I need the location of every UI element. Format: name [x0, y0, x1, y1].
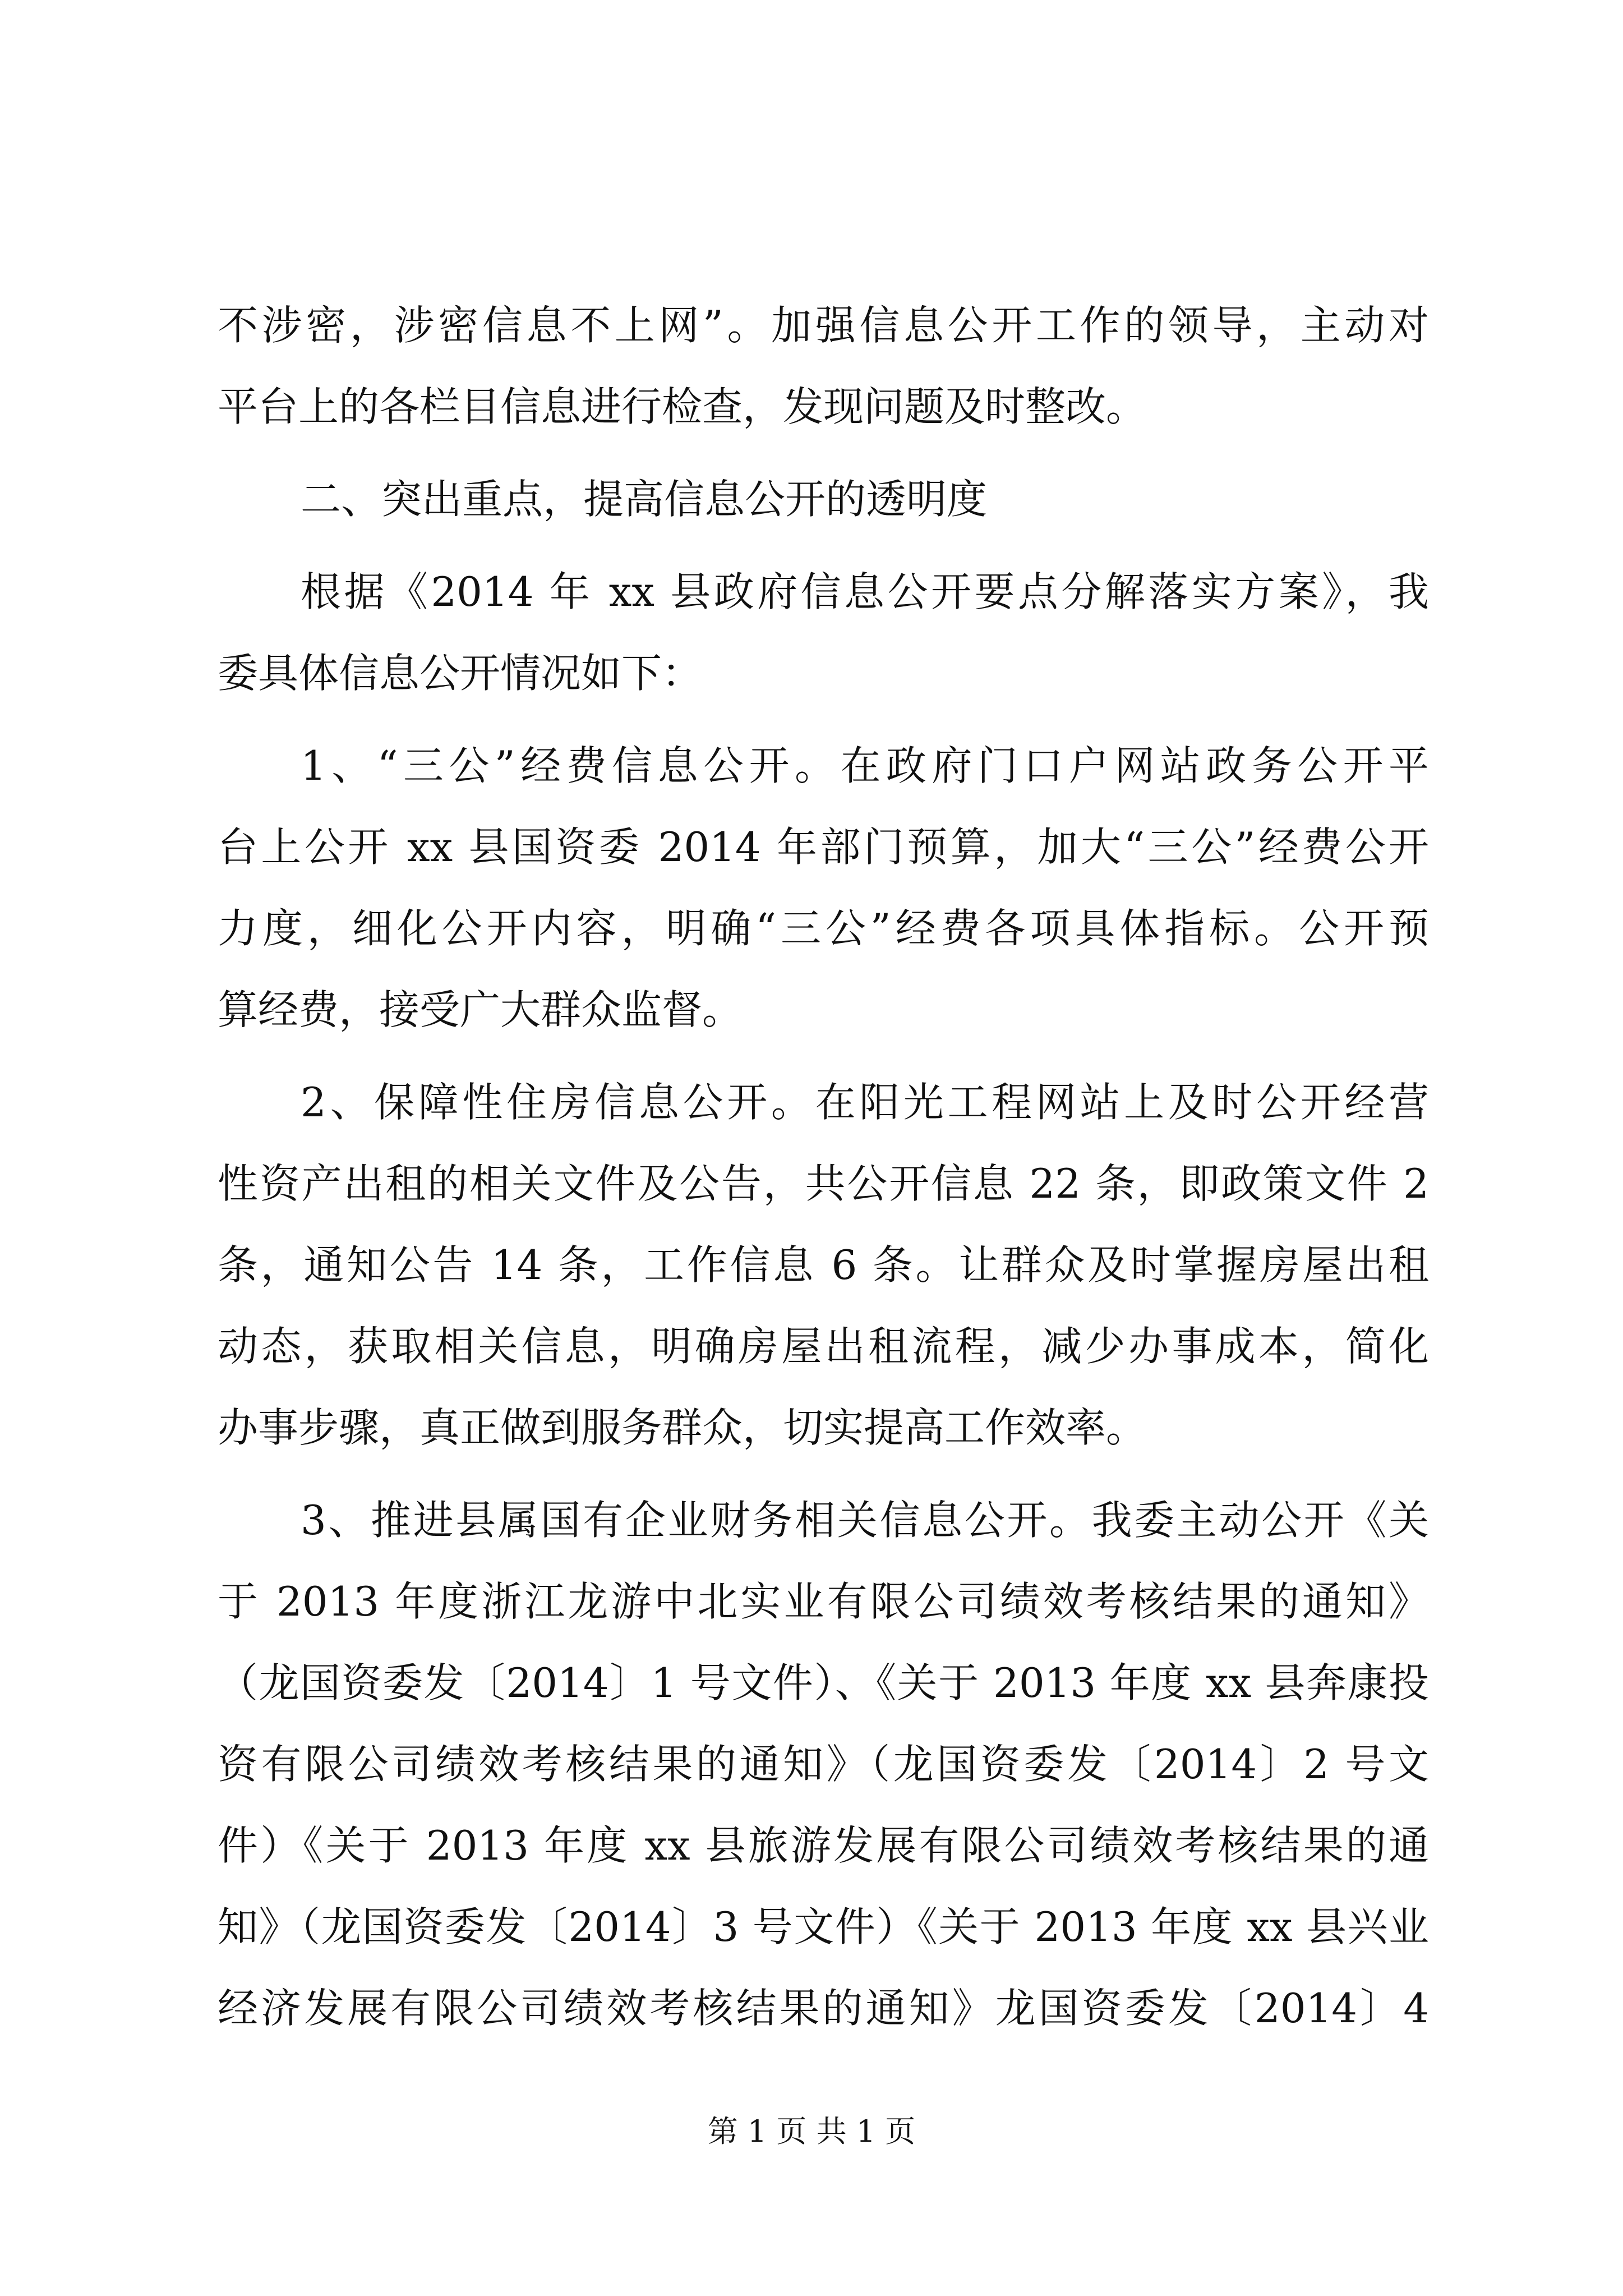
body-line: 算经费，接受广大群众监督。 — [218, 986, 743, 1033]
section-heading: 二、突出重点，提高信息公开的透明度 — [301, 476, 988, 523]
body-line: 不涉密，涉密信息不上网”。加强信息公开工作的领导，主动对 — [218, 302, 1429, 349]
body-line: 根据《2014 年 xx 县政府信息公开要点分解落实方案》，我 — [301, 568, 1429, 615]
body-line: （龙国资委发〔2014〕1 号文件）、《关于 2013 年度 xx 县奔康投 — [218, 1659, 1429, 1706]
body-line: 1、“三公”经费信息公开。在政府门口户网站政务公开平 — [301, 742, 1429, 789]
body-line: 委具体信息公开情况如下： — [218, 650, 703, 697]
body-line: 动态，获取相关信息，明确房屋出租流程，减少办事成本，简化 — [218, 1323, 1429, 1370]
body-line: 件）《关于 2013 年度 xx 县旅游发展有限公司绩效考核结果的通 — [218, 1822, 1429, 1869]
body-line: 3、推进县属国有企业财务相关信息公开。我委主动公开《关 — [301, 1497, 1429, 1544]
body-line: 条，通知公告 14 条，工作信息 6 条。让群众及时掌握房屋出租 — [218, 1241, 1429, 1289]
body-line: 于 2013 年度浙江龙游中北实业有限公司绩效考核结果的通知》 — [218, 1578, 1429, 1625]
body-line: 经济发展有限公司绩效考核结果的通知》龙国资委发〔2014〕4 — [218, 1985, 1429, 2032]
body-line: 力度，细化公开内容，明确“三公”经费各项具体指标。公开预 — [218, 905, 1429, 952]
body-line: 台上公开 xx 县国资委 2014 年部门预算，加大“三公”经费公开 — [218, 823, 1429, 871]
body-line: 2、保障性住房信息公开。在阳光工程网站上及时公开经营 — [301, 1079, 1429, 1126]
page-number-footer: 第 1 页 共 1 页 — [707, 2114, 916, 2149]
body-line: 性资产出租的相关文件及公告，共公开信息 22 条，即政策文件 2 — [218, 1160, 1429, 1207]
body-line: 平台上的各栏目信息进行检查，发现问题及时整改。 — [218, 383, 1147, 430]
body-line: 资有限公司绩效考核结果的通知》（龙国资委发〔2014〕2 号文 — [218, 1741, 1429, 1788]
body-line: 知》（龙国资委发〔2014〕3 号文件）《关于 2013 年度 xx 县兴业 — [218, 1903, 1429, 1950]
body-line: 办事步骤，真正做到服务群众，切实提高工作效率。 — [218, 1404, 1147, 1451]
